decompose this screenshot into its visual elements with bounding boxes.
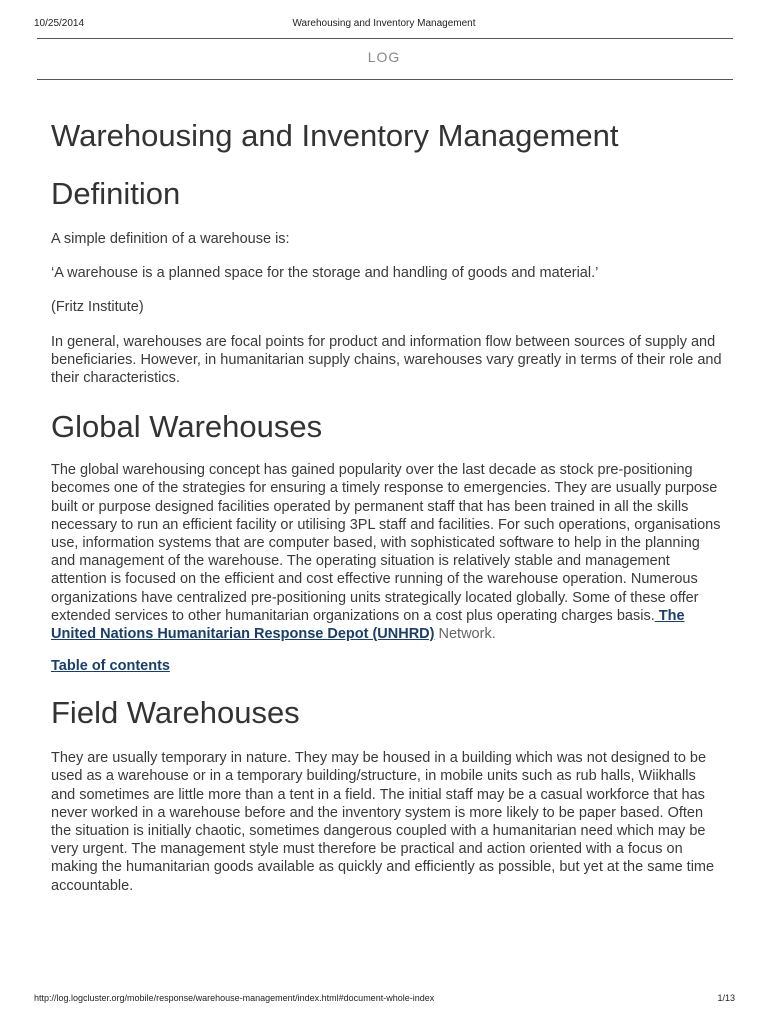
field-warehouses-paragraph: They are usually temporary in nature. They may be housed in a building which was not designed to be used as a warehouse or in a temporary building/structure, in mobile units such as rub halls, Wiikhalls and sometimes are little more than a tent in a field. The initial staff may be a casual workforce that has never worked in a warehouse before and the inventory system is more likely to be paper based. Often the situation is initially chaotic, sometimes dangerous coupled with a humanitarian need which may be very urgent. The management style must therefore be practical and action oriented with a focus on making the humanitarian goods available as quickly and efficiently as possible, but yet at the same time accountable.: [51, 750, 715, 894]
unhrd-link[interactable]: The United Nations Humanitarian Response Depot (UNHRD): [51, 607, 685, 643]
definition-source: (Fritz Institute): [51, 299, 144, 316]
global-warehouses-text: The global warehousing concept has gained popularity over the last decade as stock pre-positioning becomes one of the strategies for ensuring a timely response to emergencies. They are usually purpose built or purpose designed facilities operated by permanent staff that has been trained in all the skills necessary to run an efficient facility or utilising 3PL staff and facilities. For such operations, organisations use, information systems that are computer based, with sophisticated software to help in the planning and management of the warehouse. The operating situation is relatively stable and management attention is focused on the efficient and cost effective running of the warehouse operation. Numerous organizations have centralized pre-positioning units strategically located globally. Some of these offer extended services to other humanitarian organizations on a cost plus operating charges basis.: [51, 462, 721, 624]
print-title: Warehousing and Inventory Management: [292, 18, 476, 29]
footer-url: http://log.logcluster.org/mobile/response/warehouse-management/index.html#document-whole-index: [34, 993, 435, 1003]
global-warehouses-heading: Global Warehouses: [51, 409, 323, 445]
toc-link-wrapper: [51, 657, 723, 675]
print-header: [0, 18, 768, 32]
print-date: 10/25/2014: [34, 18, 85, 29]
article-content: [51, 112, 723, 911]
definition-paragraph: In general, warehouses are focal points for product and information flow between sources of supply and beneficiaries. However, in humanitarian supply chains, warehouses vary greatly in terms of their role and their characteristics.: [51, 333, 722, 387]
definition-intro: A simple definition of a warehouse is:: [51, 231, 290, 247]
header-divider-bottom: [37, 79, 733, 80]
definition-heading: Definition: [51, 176, 181, 211]
footer-page-number: 1/13: [717, 993, 735, 1003]
table-of-contents-link[interactable]: Table of contents: [51, 658, 170, 675]
definition-quote: ‘A warehouse is a planned space for the storage and handling of goods and material.’: [51, 265, 599, 282]
global-warehouses-paragraph: [51, 461, 723, 643]
field-warehouses-heading: Field Warehouses: [51, 695, 300, 731]
site-name-link[interactable]: LOG: [367, 49, 401, 65]
unhrd-link-tail: Network.: [434, 626, 496, 643]
header-divider-top: [37, 38, 733, 39]
page-title: Warehousing and Inventory Management: [51, 118, 619, 153]
